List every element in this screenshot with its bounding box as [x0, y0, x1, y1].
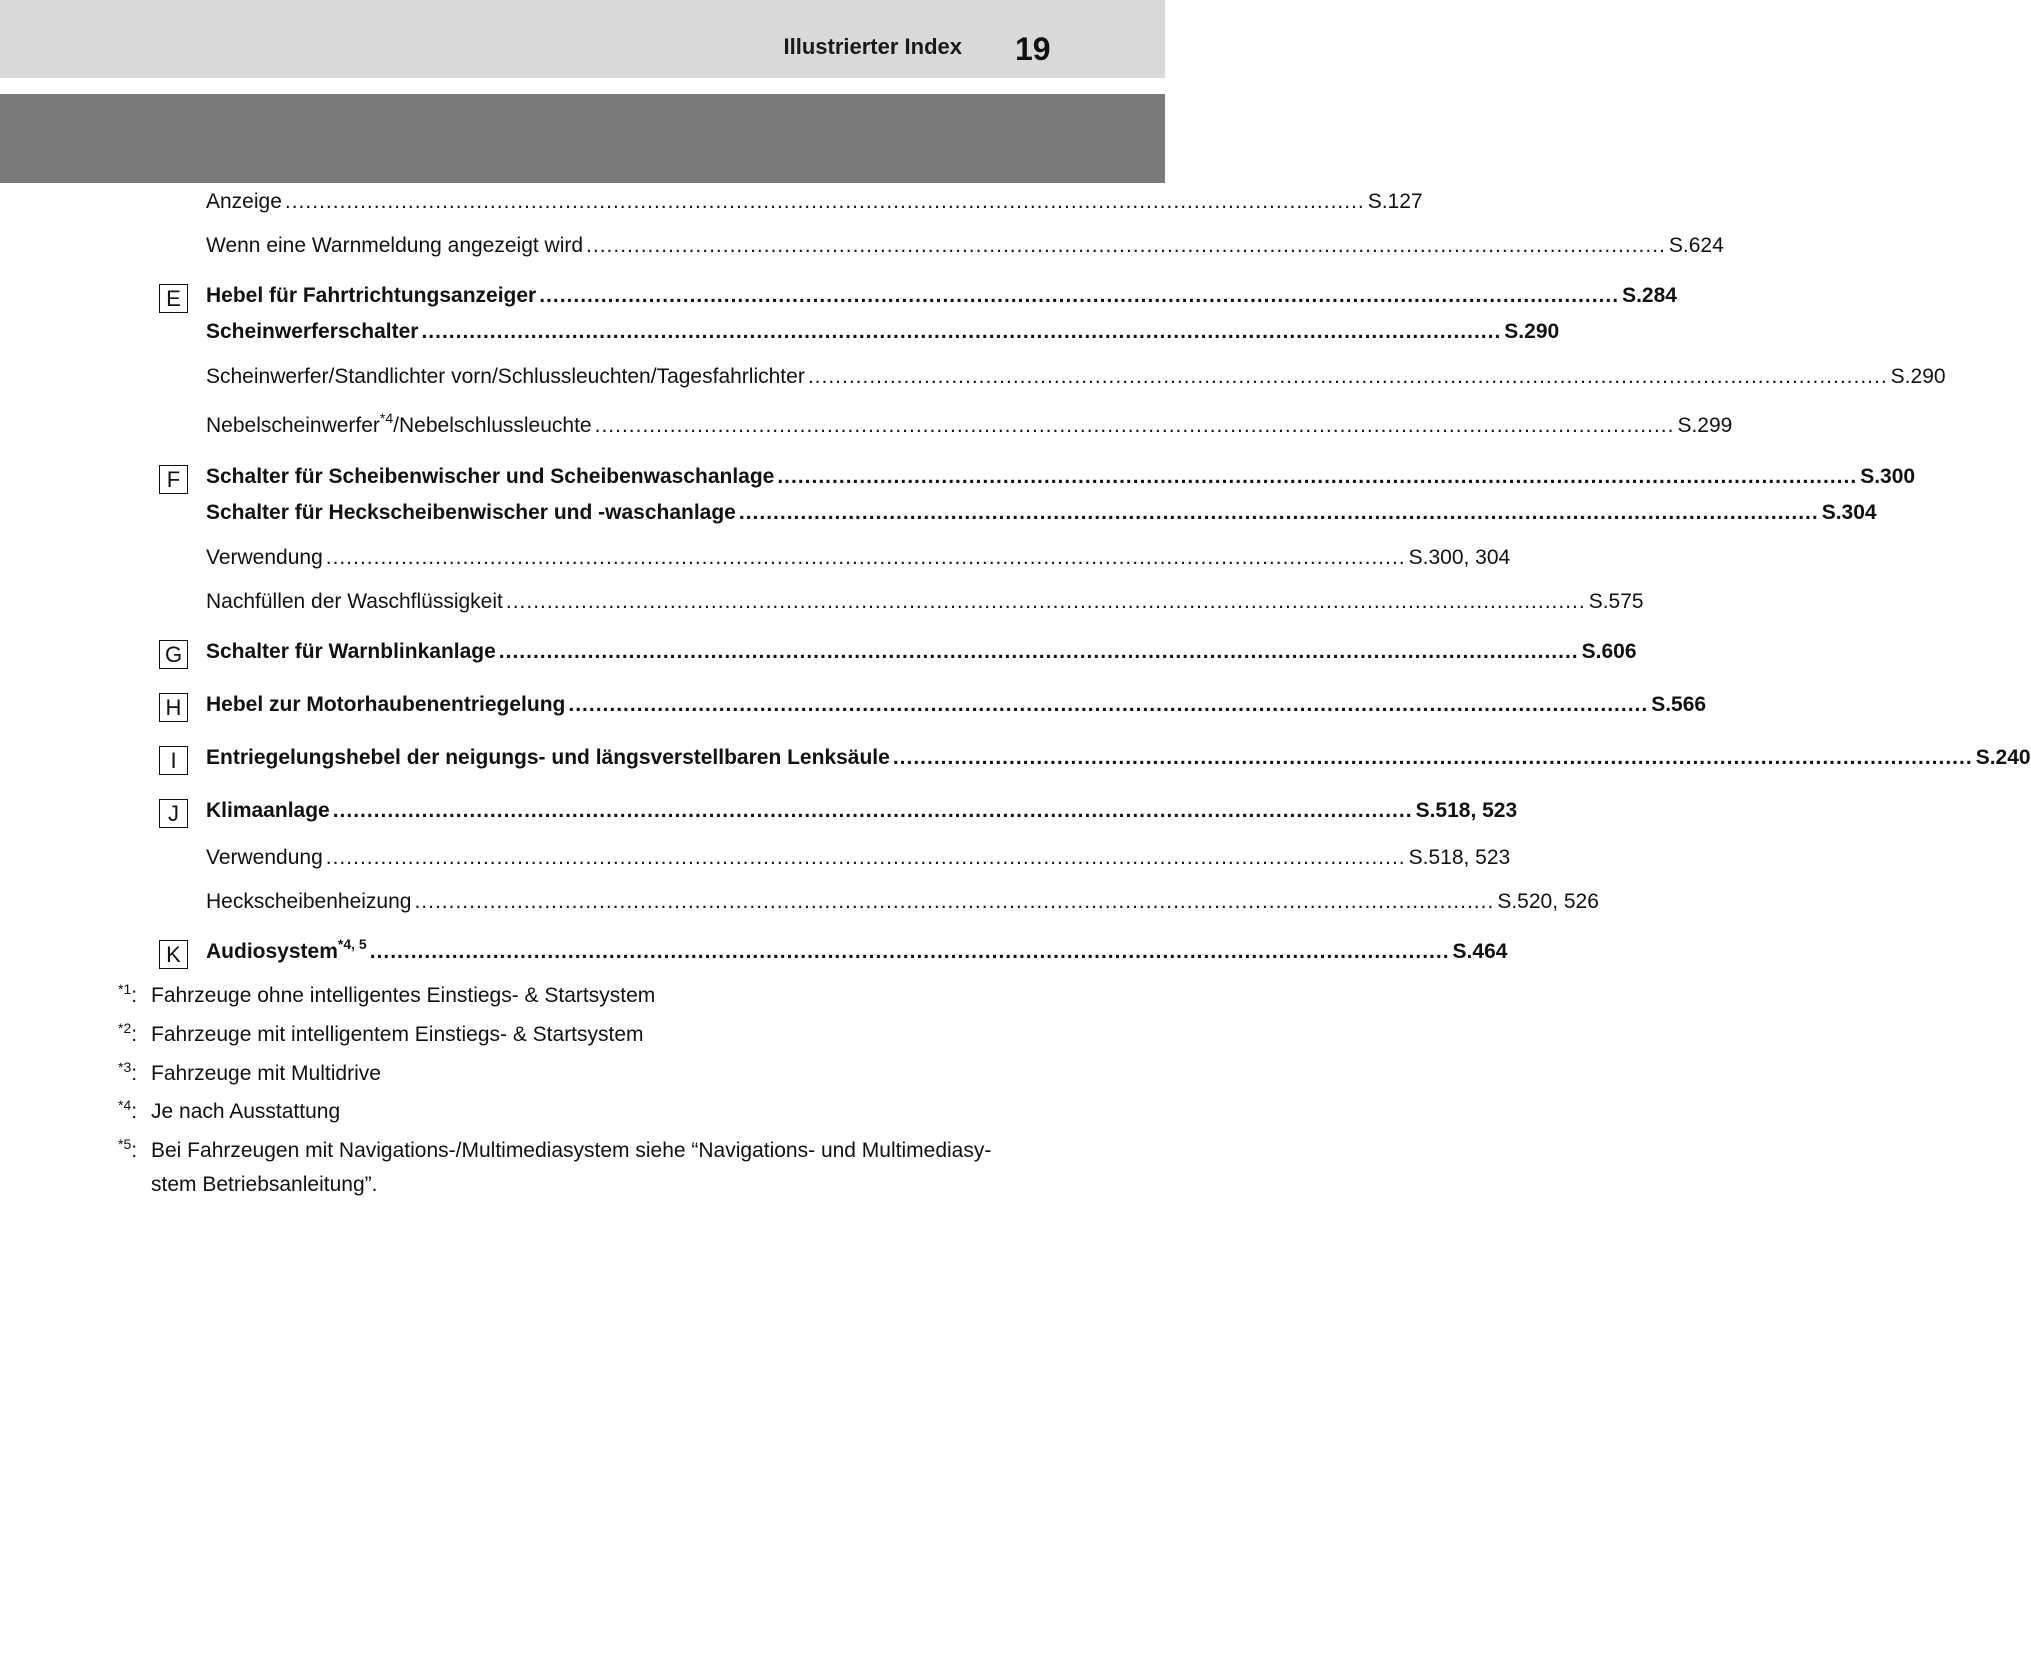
entry-label: Schalter für Heckscheibenwischer und -waschanlage — [206, 501, 736, 524]
index-entry-anzeige — [206, 190, 1423, 214]
entry-label-part: /Nebelschlussleuchte — [393, 414, 592, 437]
index-entry-verwendung-wischer — [206, 546, 1511, 570]
index-entry-warnmeldung — [206, 234, 1724, 258]
index-entry-scheinwerferschalter — [206, 320, 1560, 344]
dot-leader: .............................................................................................................................................................. — [505, 590, 1586, 613]
index-entry-waschfluessigkeit — [206, 590, 1644, 614]
entry-label: Schalter für Scheibenwischer und Scheibenwaschanlage — [206, 465, 775, 488]
footnote-ref: *4 — [379, 410, 394, 426]
footnote-text: Fahrzeuge mit Multidrive — [151, 1062, 381, 1085]
footnote-text-line-1: Bei Fahrzeugen mit Navigations-/Multimediasystem siehe “Navigations- und Multimediasy- — [151, 1139, 992, 1162]
section-letter-e: E — [159, 284, 188, 313]
section-letter-i: I — [159, 746, 188, 775]
entry-label: Hebel für Fahrtrichtungsanzeiger — [206, 284, 537, 307]
footnote-1 — [118, 979, 1048, 1013]
footnote-mark: $^{*1}$: — [118, 981, 138, 1007]
entry-label: Schalter für Warnblinkanlage — [206, 640, 496, 663]
entry-page-ref: S.304 — [1821, 501, 1877, 524]
dot-leader: .............................................................................................................................................................. — [738, 501, 1819, 524]
entry-label: Nachfüllen der Waschflüssigkeit — [206, 590, 503, 613]
dot-leader: .............................................................................................................................................................. — [568, 693, 1649, 716]
entry-label: Verwendung — [206, 546, 323, 569]
dot-leader: .............................................................................................................................................................. — [369, 940, 1450, 963]
footnote-mark: $^{*5}$: — [118, 1136, 138, 1162]
entry-page-ref: S.464 — [1452, 940, 1508, 963]
entry-page-ref: S.624 — [1668, 234, 1724, 257]
entry-label: Heckscheibenheizung — [206, 890, 412, 913]
index-entry-scheibenwischer — [206, 465, 1916, 489]
section-letter-f: F — [159, 465, 188, 494]
footnote-2 — [118, 1018, 1048, 1052]
entry-label — [206, 410, 592, 438]
entry-label: Hebel zur Motorhaubenentriegelung — [206, 693, 566, 716]
entry-page-ref: S.575 — [1588, 590, 1644, 613]
index-entry-verwendung-klima — [206, 846, 1511, 870]
footnote-text: Je nach Ausstattung — [151, 1100, 341, 1123]
index-entry-nebelscheinwerfer — [206, 410, 1733, 438]
entry-page-ref: S.284 — [1622, 284, 1677, 307]
footnote-text: Fahrzeuge ohne intelligentes Einstiegs- & Startsystem — [151, 984, 656, 1007]
entry-label-part: Nebelscheinwerfer — [206, 414, 380, 437]
footnote-text: Fahrzeuge mit intelligentem Einstiegs- & Startsystem — [151, 1023, 644, 1046]
entry-page-ref: S.290 — [1504, 320, 1560, 343]
footnote-5 — [118, 1134, 1048, 1202]
entry-label: Klimaanlage — [206, 799, 330, 822]
entry-page-ref: S.300, 304 — [1408, 546, 1511, 569]
index-entry-klimaanlage — [206, 799, 1518, 823]
entry-page-ref: S.290 — [1890, 365, 1946, 388]
dot-leader: .............................................................................................................................................................. — [498, 640, 1579, 663]
section-title: Illustrierter Index — [783, 34, 962, 59]
index-entry-scheinwerfer-standlichter — [206, 365, 1946, 389]
entry-label: Entriegelungshebel der neigungs- und längsverstellbaren Lenksäule — [206, 746, 890, 769]
footnote-3 — [118, 1057, 1048, 1091]
footnote-mark: $^{*4}$: — [118, 1097, 138, 1123]
index-entry-heckscheibenheizung — [206, 890, 1599, 914]
entry-label: Scheinwerfer/Standlichter vorn/Schlussleuchten/Tagesfahrlichter — [206, 365, 805, 388]
entry-page-ref: S.518, 523 — [1415, 799, 1518, 822]
entry-page-ref: S.240 — [1975, 746, 2031, 769]
dot-leader: .............................................................................................................................................................. — [892, 746, 1973, 769]
dot-leader: .............................................................................................................................................................. — [414, 890, 1495, 913]
footnote-4 — [118, 1095, 1048, 1129]
dot-leader: .............................................................................................................................................................. — [777, 465, 1858, 488]
dot-leader: .............................................................................................................................................................. — [325, 546, 1406, 569]
footnote-ref: *4, 5 — [337, 936, 367, 952]
page-number: 19 — [1015, 31, 1051, 67]
entry-page-ref: S.299 — [1677, 414, 1733, 437]
index-entry-lenksaeule — [206, 746, 2031, 770]
entry-page-ref: S.520, 526 — [1497, 890, 1599, 913]
index-entry-audiosystem — [206, 936, 1508, 964]
entry-page-ref: S.300 — [1860, 465, 1916, 488]
entry-label — [206, 936, 367, 964]
entry-label-part: Audiosystem — [206, 940, 338, 963]
entry-page-ref: S.518, 523 — [1408, 846, 1511, 869]
section-letter-j: J — [159, 799, 188, 828]
entry-label: Anzeige — [206, 190, 282, 213]
dot-leader: .............................................................................................................................................................. — [284, 190, 1365, 213]
entry-page-ref: S.127 — [1367, 190, 1423, 213]
entry-page-ref: S.606 — [1581, 640, 1637, 663]
footnote-mark: $^{*2}$: — [118, 1020, 138, 1046]
section-letter-g: G — [159, 640, 188, 669]
entry-label: Verwendung — [206, 846, 323, 869]
dot-leader: .............................................................................................................................................................. — [539, 284, 1620, 307]
dot-leader: .............................................................................................................................................................. — [807, 365, 1888, 388]
index-entry-warnblinkanlage — [206, 640, 1637, 664]
footnote-mark: $^{*3}$: — [118, 1059, 138, 1085]
index-entry-motorhaubenentriegelung — [206, 693, 1707, 717]
index-entry-fahrtrichtungsanzeiger — [206, 284, 1677, 308]
footnote-text-line-2: stem Betriebsanleitung”. — [151, 1173, 378, 1196]
section-letter-h: H — [159, 693, 188, 722]
entry-label: Wenn eine Warnmeldung angezeigt wird — [206, 234, 584, 257]
dot-leader: .............................................................................................................................................................. — [332, 799, 1413, 822]
entry-page-ref: S.566 — [1651, 693, 1707, 716]
section-letter-k: K — [159, 940, 188, 969]
dot-leader: .............................................................................................................................................................. — [594, 414, 1675, 437]
dot-leader: .............................................................................................................................................................. — [325, 846, 1406, 869]
dot-leader: .............................................................................................................................................................. — [421, 320, 1502, 343]
dot-leader: .............................................................................................................................................................. — [586, 234, 1666, 257]
page-header — [0, 0, 1165, 78]
index-entry-heckscheibenwischer — [206, 501, 1877, 525]
header-band — [0, 94, 1165, 183]
entry-label: Scheinwerferschalter — [206, 320, 419, 343]
